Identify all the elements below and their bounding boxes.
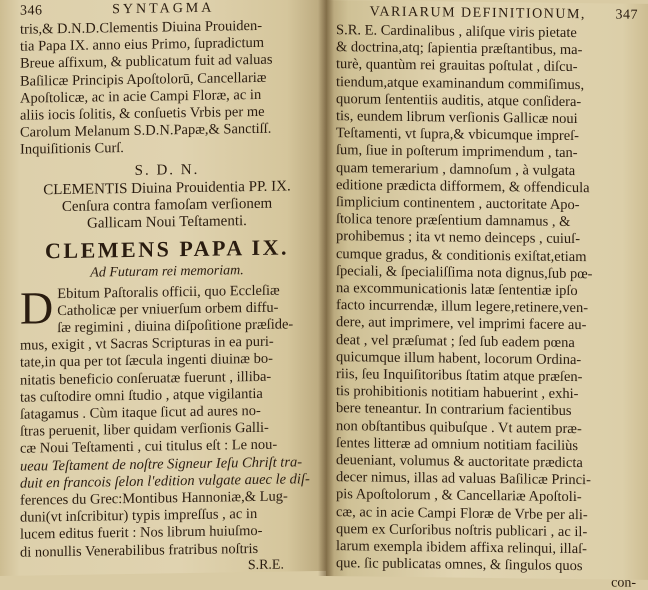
text-line: nitatis beneficio conſeruatæ fuerunt , illiba- (20, 368, 272, 389)
document-subtitle: Ad Futuram rei memoriam. (90, 262, 244, 281)
text-line: Ebitum Paſtoralis officii, quo Eccleſiæ (57, 282, 280, 302)
text-line: que. ſic publicatas omnes, & ſingulos quos (336, 555, 583, 575)
text-line: facto incurrendæ, illum legere,retinere,ven- (336, 297, 589, 317)
text-line: ſentes litteræ ad omnium notitiam faciliùs (336, 434, 579, 454)
text-line: tris,& D.N.D.Clementis Diuina Prouiden- (20, 17, 263, 38)
text-line: prohibemus ; ita vt nemo deinceps , cuiuſ- (336, 228, 581, 248)
text-line: duit en francois ſelon l'edition vulgate auec le diſ- (20, 470, 310, 492)
text-line: ſpeciali, & ſpecialiſſima nota dignus,ſub pœ- (336, 262, 593, 283)
text-line: ſimplicium continentem , auctoritate Apo- (336, 194, 580, 214)
right-body (336, 22, 638, 576)
text-line: mus, exigit , vt Sacras Scripturas in ea puri- (20, 333, 274, 354)
text-line: ferences du Grec:Montibus Hannoniæ,& Lug- (20, 488, 288, 509)
text-line: ſatagamus . Cùm itaque ſicut ad aures no- (20, 402, 261, 423)
document-title: CLEMENS PAPA IX. (45, 234, 289, 263)
text-line: quam temerarium , damnoſum , à vulgata (336, 159, 576, 179)
text-line: ſtolica tenore præſentium damnamus , & (336, 211, 571, 231)
text-line: editione prædicta difformem, & offendicula (336, 176, 590, 197)
text-line: Catholicæ per vniuerſum orbem diffu- (57, 299, 279, 319)
text-line: na excommunicationis latæ ſententiæ ipſo (336, 280, 578, 300)
text-line: ſtras peruenit, liber quidam verſionis Galli- (20, 420, 269, 440)
text-line: deueniant, volumus & auctoritate prædicta (336, 452, 583, 472)
text-line: riis, ſeu Inquiſitoribus ſtatim atque præſen- (336, 366, 583, 386)
text-line: Inquiſitionis Curſ. (20, 140, 124, 159)
clementis-heading (20, 178, 314, 234)
right-page-number: 347 (615, 7, 638, 23)
right-running-head: VARIARUM DEFINITIONUM, (369, 4, 586, 23)
text-line: tas cuſtodire omni ſtudio , atque vigilantia (20, 385, 263, 406)
text-line: Apoſtolicæ, ac in acie Campi Floræ, ac in (20, 86, 262, 107)
text-line: deat , vel præſumat ; ſed ſub eadem pœna (336, 331, 575, 351)
text-line: tis, eundem librum verſionis Gallicæ noui (336, 108, 578, 128)
text-line: larum exempla ibidem affixa relinqui, illaſ- (336, 538, 587, 558)
text-line: aliis iocis ſolitis, & conſuetis Vrbis per me (20, 103, 265, 124)
text-line: & doctrina,atq; ſapientia præſtantibus, ma- (336, 39, 583, 59)
book-gutter (318, 0, 334, 576)
right-page (326, 0, 648, 590)
text-line: S.R. E. Cardinalibus , aliſque viris pietate (336, 22, 577, 42)
text-line: di nonullis Venerabilibus fratribus noſtris (20, 540, 259, 561)
text-line: quem ex Curſoribus noſtris publicari , ac il- (336, 521, 588, 541)
text-line: cæ Noui Teſtamenti , cui titulus eſt : Le nou- (20, 437, 278, 458)
text-line: tia Papa IX. anno eius Primo, ſupradictum (20, 35, 265, 55)
text-line: quicumque illum habent, locorum Ordina- (336, 348, 582, 368)
text-line: tate,in qua per tot ſæcula ingenti diuinæ bo- (20, 351, 273, 372)
text-line: Carolum Melanum S.D.N.Papæ,& Sanctiſſ. (20, 120, 272, 141)
text-line: ſæ regimini , diuina diſpoſitione præſide- (57, 316, 294, 337)
text-line: cæ, ac in acie Campi Floræ de Vrbe per ali- (336, 503, 588, 523)
text-line: bere teneantur. In contrarium facientibus (336, 400, 572, 420)
heading-line: Cenſura contra famoſam verſionem (61, 195, 273, 215)
catchword: con- (611, 574, 636, 590)
signature: S.R.E. (247, 557, 284, 573)
text-line: Teſtamenti, vt ſupra,& vbicumque impreſ- (336, 125, 580, 145)
sdn-heading: S. D. N. (134, 161, 200, 179)
left-page (0, 0, 326, 576)
text-line: tis prohibitionis notitiam habuerint , exhi- (336, 383, 579, 403)
text-line: dere, aut imprimere, vel imprimi facere au- (336, 314, 587, 334)
text-line: tiendum,atque examinandum commiſimus, (336, 73, 585, 93)
left-page-number: 346 (20, 3, 43, 19)
text-line: turè, quantùm rei grauitas poſtulat , diſcu- (336, 56, 578, 76)
left-body (20, 282, 314, 562)
text-line: non obſtantibus quibuſque . Vt autem præ- (336, 417, 582, 437)
left-top-paragraph (20, 17, 314, 159)
text-line: decer nimus, illas ad valuas Baſilicæ Princi- (336, 469, 591, 489)
text-line: duni(vt inſcribitur) typis impreſſus , ac in (20, 506, 258, 526)
text-line: Baſilicæ Principis Apoſtolorū, Cancellariæ (20, 69, 267, 90)
text-line: cumque gradus, & conditionis exiſtat,etiam (336, 245, 587, 265)
drop-cap: D (20, 281, 54, 334)
heading-line: CLEMENTIS Diuina Prouidentia PP. IX. (43, 178, 291, 198)
text-line: ſum, ſiue in poſterum imprimendum , tan- (336, 142, 578, 162)
text-line: Breue aſfixum, & publicatum fuit ad valuas (20, 52, 273, 73)
text-line: quorum ſententiis auditis, atque conſidera- (336, 90, 582, 110)
text-line: lucem editus fuerit : Nos librum huiuſmo- (20, 523, 263, 544)
left-running-head: SYNTAGMA (112, 0, 215, 18)
text-line: ueau Teſtament de noſtre Signeur Ieſu Chriſt tra- (20, 453, 303, 475)
text-line: pis Apoſtolorum , & Cancellariæ Apoſtoli- (336, 486, 582, 506)
heading-line: Gallicam Noui Teſtamenti. (87, 212, 247, 232)
